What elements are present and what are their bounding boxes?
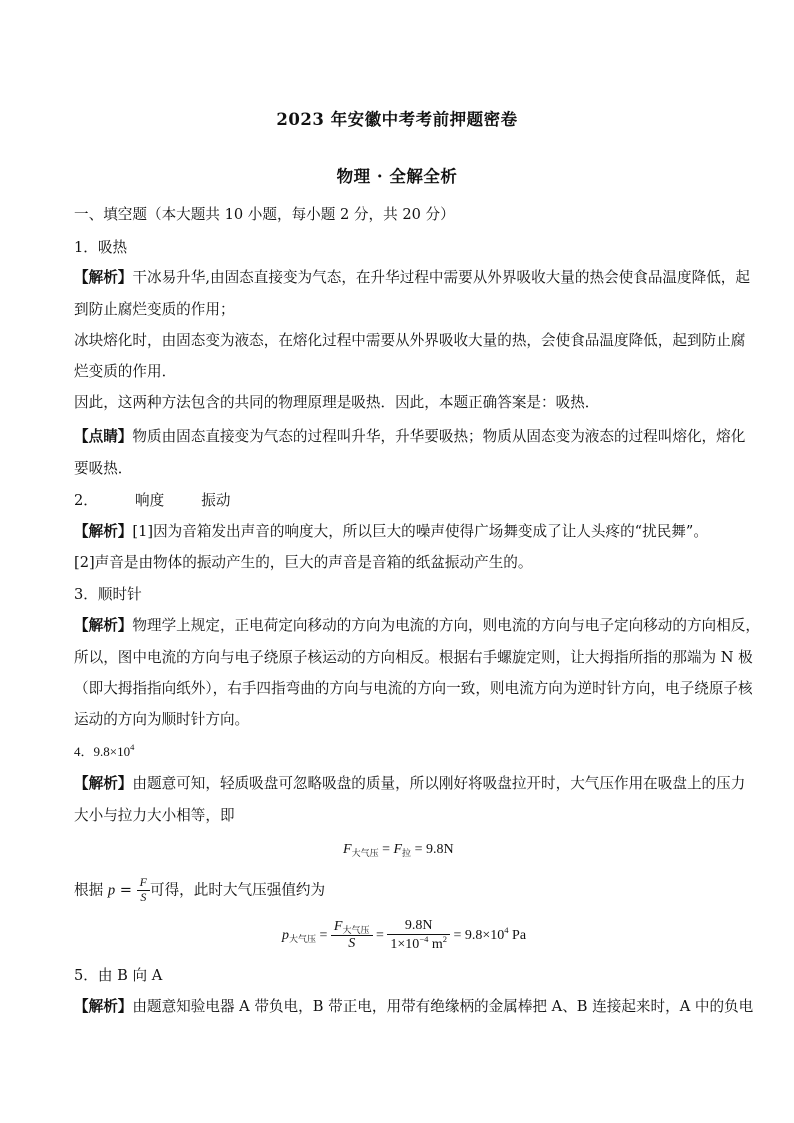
area-unit: m xyxy=(428,937,443,953)
analysis-tag: 【解析】 xyxy=(74,775,133,792)
text-according: 根据 xyxy=(74,881,108,899)
q2-answer: 2． 响度 振动 xyxy=(74,492,231,509)
fraction-F-over-S xyxy=(137,876,150,905)
result-base: = 9.8×10 xyxy=(450,927,505,943)
q5-text-1: 由题意知验电器 A 带负电，B 带正电，用带有绝缘柄的金属棒把 A、B 连接起来时，A 中的负电 xyxy=(132,998,754,1015)
fraction-denominator: S xyxy=(140,889,147,904)
document-title: 2023 年安徽中考考前押题密卷 xyxy=(276,110,518,129)
subscript-atmosphere: 大气压 xyxy=(289,933,317,944)
fraction-values xyxy=(387,918,450,953)
subscript-pull: 拉 xyxy=(402,848,412,858)
fraction-denominator xyxy=(387,935,450,953)
area-base: 1×10 xyxy=(390,937,420,953)
analysis-tag: 【解析】 xyxy=(74,269,133,286)
q4-answer-base: 4．9.8×10 xyxy=(74,744,131,759)
q4-analysis-line-1 xyxy=(74,772,745,793)
q3-analysis-line-4: 运动的方向为顺时针方向。 xyxy=(74,711,250,728)
fraction-numerator: 9.8N xyxy=(387,918,450,935)
q4-answer xyxy=(74,741,134,760)
equation-pressure xyxy=(282,918,526,953)
q4-text-1: 由题意可知，轻质吸盘可忽略吸盘的质量，所以刚好将吸盘拉开时，大气压作用在吸盘上的压力 xyxy=(132,775,746,792)
symbol-p: p xyxy=(282,927,289,943)
area-exponent: −4 xyxy=(419,934,429,945)
q3-text-1: 物理学上规定，正电荷定向移动的方向为电流的方向，则电流的方向与电子定向移动的方向相反， xyxy=(132,617,760,634)
q2-text-1: [1]因为音箱发出声音的响度大，所以巨大的噪声使得广场舞变成了让人头疼的“扰民舞”。 xyxy=(132,523,708,540)
result-unit: Pa xyxy=(508,927,527,943)
force-value: = 9.8N xyxy=(411,842,454,857)
q2-analysis-line-2: [2]声音是由物体的振动产生的，巨大的声音是音箱的纸盆振动产生的。 xyxy=(74,554,533,571)
analysis-tag: 【解析】 xyxy=(74,523,133,540)
symbol-F: F xyxy=(333,918,343,934)
equals-sign: = xyxy=(316,927,331,943)
document-subtitle: 物理 · 全解全析 xyxy=(336,167,458,186)
q1-analysis-line-2: 到防止腐烂变质的作用； xyxy=(74,301,235,318)
equals-sign: = xyxy=(378,842,394,857)
q1-analysis-line-1 xyxy=(74,266,750,287)
q4-analysis-line-2: 大小与拉力大小相等，即 xyxy=(74,807,235,824)
fraction-numerator xyxy=(331,919,373,936)
subscript-atmosphere: 大气压 xyxy=(351,848,379,858)
fraction-numerator: F xyxy=(137,876,150,891)
q3-analysis-line-1 xyxy=(74,614,760,635)
q2-analysis-line-1 xyxy=(74,520,708,541)
q4-answer-exponent: 4 xyxy=(130,742,135,752)
q1-analysis-line-5: 因此，这两种方法包含的共同的物理原理是吸热．因此，本题正确答案是：吸热． xyxy=(74,394,600,411)
q5-analysis-line-1 xyxy=(74,995,753,1016)
equation-force-balance xyxy=(343,842,454,859)
analysis-tag: 【解析】 xyxy=(74,617,133,634)
section-heading: 一、填空题（本大题共 10 小题，每小题 2 分，共 20 分） xyxy=(74,206,455,223)
symbol-F-pull: F xyxy=(393,842,403,857)
q1-analysis-line-3: 冰块熔化时，由固态变为液态，在熔化过程中需要从外界吸收大量的热，会使食品温度降低，起到防止腐 xyxy=(74,332,746,349)
q1-comment-line-2: 要吸热． xyxy=(74,460,133,477)
fraction-force-over-area xyxy=(331,919,373,952)
q3-analysis-line-2: 所以，图中电流的方向与电子绕原子核运动的方向相反。根据右手螺旋定则，让大拇指所指的那端为 N 极 xyxy=(74,649,753,666)
equals-sign: = xyxy=(372,927,388,943)
subscript-atmosphere: 大气压 xyxy=(342,924,370,935)
analysis-tag: 【解析】 xyxy=(74,998,133,1015)
symbol-F: F xyxy=(343,842,352,857)
area-unit-exponent: 2 xyxy=(442,934,447,945)
equals-sign: = xyxy=(115,881,137,899)
comment-tag: 【点睛】 xyxy=(74,428,133,445)
text-result: 可得，此时大气压强值约为 xyxy=(149,881,326,899)
symbol-p: p xyxy=(107,882,116,899)
q1-analysis-line-4: 烂变质的作用． xyxy=(74,363,177,380)
q5-answer: 5．由 B 向 A xyxy=(74,967,163,984)
result-exponent: 4 xyxy=(504,924,509,935)
q1-comment-line-1 xyxy=(74,425,745,446)
q3-analysis-line-3: （即大拇指指向纸外），右手四指弯曲的方向与电流的方向一致，则电流方向为逆时针方向，电子绕原子核 xyxy=(74,680,753,697)
q3-answer: 3．顺时针 xyxy=(74,586,142,603)
q1-answer: 1．吸热 xyxy=(74,239,128,256)
q1-comment-text-1: 物质由固态直接变为气态的过程叫升华，升华要吸热；物质从固态变为液态的过程叫熔化，熔化 xyxy=(132,428,746,445)
q1-text-1: 干冰易升华,由固态直接变为气态，在升华过程中需要从外界吸收大量的热会使食品温度降低，起 xyxy=(132,269,750,286)
fraction-denominator: S xyxy=(348,936,356,952)
q4-analysis-line-3 xyxy=(74,876,325,905)
